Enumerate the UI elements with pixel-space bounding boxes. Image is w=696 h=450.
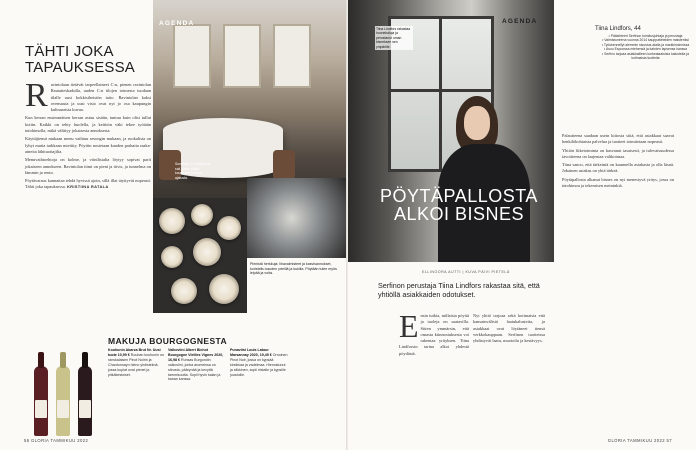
fact-item: • Valmistuneena vuonna 2014 kauppatieteiden maisteriksi <box>602 38 689 43</box>
article-body-column <box>399 308 469 357</box>
fact-item: • Työskennellyt aiemmin sisustus-alalla ja markkinoinnissa <box>601 42 690 47</box>
fact-item: • Asuu Espoossa miehensä ja kahden lapsensa kanssa <box>603 47 687 52</box>
article-title: TÄHTI JOKA TAPAUKSESSA <box>25 43 136 76</box>
food-photo <box>153 198 247 313</box>
wine-bottle <box>34 366 48 436</box>
paragraph: Pöytävaraus kannattaa tehdä hyvissä ajoin, sillä illat täyttyvät nopeasti. Tähti joka tapauksessa. <box>25 178 151 190</box>
fact-item: • Serfino tarjoaa asiakkailleen korkealaatuisia kalusteita ja kotimaisia tuotteita <box>602 51 689 61</box>
fact-list <box>555 34 696 60</box>
plate-graphic <box>161 246 183 268</box>
fact-item: • Pääsihteeri Serfinon toimitusjohtaja ja perustaja <box>608 34 683 38</box>
wine-price: Vieilles Vignes 2020, 16,98 € <box>168 352 224 362</box>
author-signature: KRISTIINA RATALA <box>66 184 109 190</box>
window-graphic <box>223 24 261 88</box>
window-graphic <box>273 24 311 88</box>
article-title: PÖYTÄPALLOSTA ALKOI BISNES <box>380 186 538 224</box>
paragraph: Tiina sanoo, että tärkeintä on kuunnella asiakasta ja olla läsnä. Jokainen asiakas on yhtä tärkeä. <box>562 162 674 174</box>
paragraph: Kun kerran ensimmäisen kerran astuu sisään, tuntuu kuin olisi tullut kotiin. Kaikki on tehty huolella, ja keittiön väki tekee työtään intohimolla, mikä välittyy jokaisesta annoksesta. <box>25 115 151 134</box>
wine-section-title: MAKUJA BOURGOGNESTA <box>108 336 228 346</box>
wine-description: Rouban kouhunin on ranskalaisen Pinot Noirin ja Chardonnayn hieno yhdistelmä, jossa kuplat ovat pienet ja pitkäkestoiset. <box>108 352 164 377</box>
wine-description: Ornoinen Pinot Noir, jossa on kypsää kirsikkaa ja vadelmaa. Hienostunut ja silkkinen, sopii riistalle ja kypsille juustoille. <box>230 352 288 377</box>
wine-name: Kouhunin Abarza Brut Nr. <box>108 348 152 352</box>
article-body-column <box>562 133 674 191</box>
wine-bottle <box>78 366 92 436</box>
section-label: AGENDA <box>502 18 538 25</box>
drop-cap: R <box>25 77 48 114</box>
paragraph: nsin tutkia, millaisia pöytiä ja tuoleja on saatavilla. Sitten ymmärsin, että omasta kiinnostuksesta voi rakentaa yrityksen. Tiina Lindforsin tarina alkoi yhdestä pöydästä. <box>399 313 469 356</box>
person-figure <box>438 96 530 262</box>
dish-closeup-photo <box>247 178 346 258</box>
chair-graphic <box>273 150 295 180</box>
paragraph: Yhtiön liiketoiminta on kasvanut tasaisesti, ja tulevaisuudessa tavoitteena on laajentaa valikoimaa. <box>562 147 674 159</box>
article-lede: Serfinon perustaja Tiina Lindfors rakastaa sitä, että yhtiöllä asiakkaiden odotukset. <box>378 281 540 299</box>
plate-graphic <box>217 216 241 240</box>
paragraph: Menuvaihtoehtoja on kolme, ja viinilistalta löytyy sopivat parit jokaiseen annokseen. Ravintolan tiimi on pieni ja tiivis, ja tunnelma on lämmin ja rento. <box>25 157 151 175</box>
photo-caption: Sunnfalla C:n pitkä uusi sali, jossa pöytä kaunistaa vanhaa ajatusta. <box>175 162 211 180</box>
fact-box-title: Tiina Lindfors, 44 <box>595 26 641 32</box>
wine-bottle <box>56 366 70 436</box>
paragraph: Nyt yhtiö tarjoaa sekä kotimaisia että kansainvälisiä laatukalusteita, ja asiakkaat ovat löytäneet tiensä verkkokauppaan. Serfinon tuotteissa yhdistyvät laatu, muotoilu ja kestävyys. <box>473 313 545 344</box>
wine-price: 2020, 19,49 € <box>249 352 272 357</box>
wine-name: Valkoviini Albert Bichot Bourgogne <box>168 348 209 357</box>
restaurant-photo <box>153 0 346 198</box>
section-label: AGENDA <box>159 20 195 27</box>
plate-graphic <box>159 208 185 234</box>
wine-column <box>168 348 226 382</box>
byline: ELLINOORA AUTTI | KUVA PÄIVI PIETELÄ <box>422 270 510 274</box>
window-graphic <box>173 24 211 88</box>
fact-box <box>555 26 696 128</box>
wine-column <box>108 348 166 377</box>
right-page <box>348 0 696 450</box>
paragraph: avintolaan tietävät tarpeellaineet C:n, pienen ravintolan Rautatieskadulla, uuden C:n tilojen toimesta tuodaan tilalle uusi kokkisiheistön taito. Ravintolan kaksi ovensuuta ja uusi visio ovat nyt jo osa kaupungin kulinaarista kuvaa. <box>50 82 151 113</box>
wine-name: Punaviini Louis Latour Marsannay <box>230 348 269 357</box>
paragraph: Palautteena saadaan usein kiitosta siitä, että asiakkaat saavat henkilökohtaista palvelua ja tuotteet toimitetaan nopeasti. <box>562 133 674 145</box>
left-page <box>0 0 347 450</box>
plate-graphic <box>209 274 239 304</box>
paragraph: Käyttäjiensä mukaan menu vaihtuu sesongin mukaan, ja ruokalista on lyhyt mutta tarkkaan mietitty. Pöytiin nostetaan kauden parhaita raaka-aineita lähituottajilta. <box>25 136 151 154</box>
portrait-photo <box>348 0 554 262</box>
wine-price: Uusi tuote 10,99 € <box>108 348 161 357</box>
wine-description: Runsas Burgundin valkoviini, jonka aromeissa on sitrusta, päärynää ja kevyttä tammisuutta. Sopii hyvin kalan ja kanan kanssa. <box>168 357 221 382</box>
article-body-column <box>473 313 545 344</box>
page-footer: GLORIA TAMMIKUU 2022 57 <box>607 438 672 443</box>
photo-callout: Tiina Lindfors rakastaa huonekaluja ja perustanut oman bisneksen sen ympärille. <box>375 26 413 50</box>
paragraph: Pöytäpallosta alkanut bisnes on nyt menestyvä yritys, jossa on intohimoa ja tekemisen meininkiä. <box>562 176 674 189</box>
plate-graphic <box>191 204 213 226</box>
article-body <box>25 77 151 193</box>
wine-column <box>230 348 288 377</box>
plate-graphic <box>171 278 197 304</box>
page-footer: 56 GLORIA TAMMIKUU 2022 <box>24 438 89 443</box>
plate-graphic <box>193 238 221 266</box>
drop-cap: E <box>399 308 419 344</box>
photo-caption: Pienistä herkkuja: lihavalmisteet ja kasvisannokset, koristeltu kauden yrteillä ja kukilla. Pöytään tulee myös leipää ja voita. <box>250 262 337 276</box>
